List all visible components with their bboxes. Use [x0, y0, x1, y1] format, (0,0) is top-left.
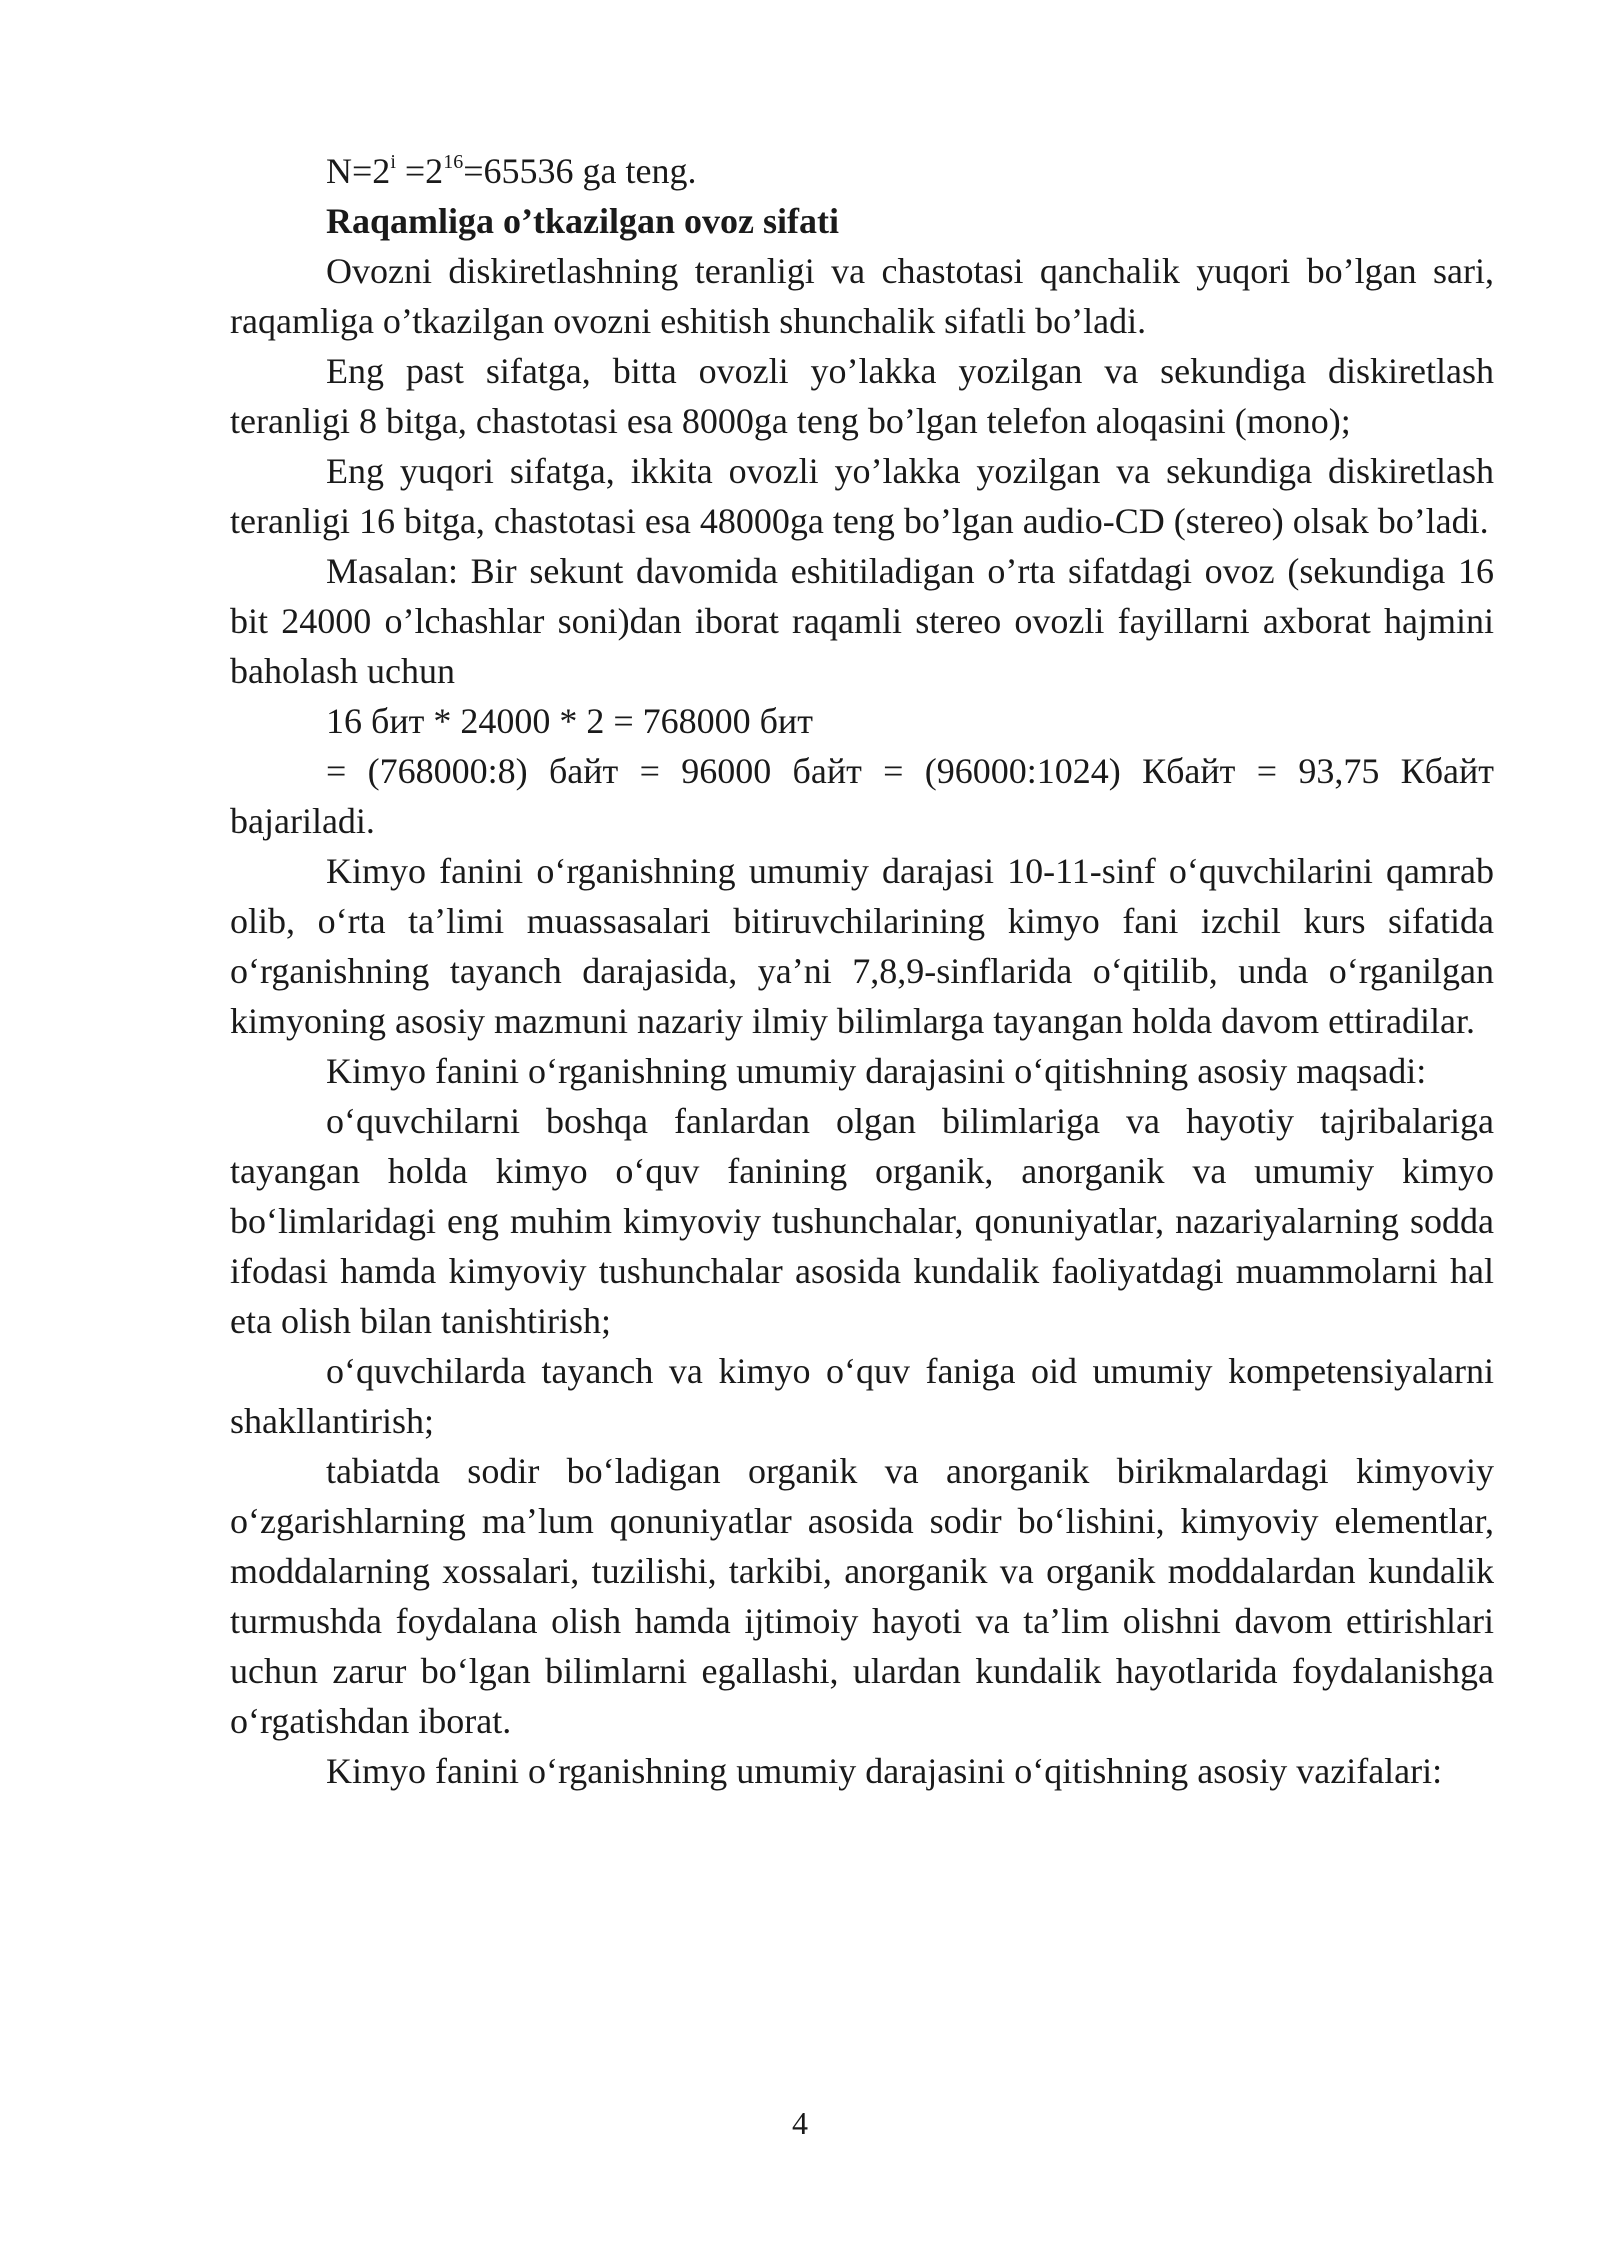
paragraph-8: oʻquvchilarda tayanch va kimyo oʻquv faniga oid umumiy kompetensiyalarni shakllantirish;: [230, 1351, 1494, 1441]
paragraph-5: Kimyo fanini oʻrganishning umumiy darajasi 10-11-sinf oʻquvchilarini qamrab olib, oʻrta taʼlimi muassasalari bitiruvchilarining kimyo fani izchil kurs sifatida oʻrganishning tayanch darajasida, yaʼni 7,8,9-sinflarida oʻqitilib, unda oʻrganilgan kimyoning asosiy mazmuni nazariy ilmiy bilimlarga tayangan holda davom ettiradilar.: [230, 851, 1494, 1041]
paragraph-3: Eng yuqori sifatga, ikkita ovozli yo’lakka yozilgan va sekundiga diskiretlash teranligi 16 bitga, chastotasi esa 48000ga teng bo’lgan audio-CD (stereo) olsak bo’ladi.: [230, 451, 1494, 541]
calculation-line-1: 16 бит * 24000 * 2 = 768000 бит: [326, 701, 813, 741]
document-body: [230, 146, 1494, 1796]
paragraph-10: Kimyo fanini oʻrganishning umumiy darajasini oʻqitishning asosiy vazifalari:: [326, 1751, 1443, 1791]
paragraph-6: Kimyo fanini oʻrganishning umumiy darajasini oʻqitishning asosiy maqsadi:: [326, 1051, 1427, 1091]
formula-exp-16: 16: [443, 151, 464, 173]
paragraph-4: Masalan: Bir sekunt davomida eshitiladigan o’rta sifatdagi ovoz (sekundiga 16 bit 24000 o’lchashlar soni)dan iborat raqamli stereo ovozli fayillarni axborat hajmini baholash uchun: [230, 551, 1494, 691]
formula-n: N=2: [326, 151, 391, 191]
formula-result: =65536 ga teng.: [463, 151, 697, 191]
paragraph-2: Eng past sifatga, bitta ovozli yo’lakka yozilgan va sekundiga diskiretlash teranligi 8 bitga, chastotasi esa 8000ga teng bo’lgan telefon aloqasini (mono);: [230, 351, 1494, 441]
page-number: 4: [792, 2105, 808, 2141]
formula-two: =2: [395, 151, 444, 191]
paragraph-7: oʻquvchilarni boshqa fanlardan olgan bilimlariga va hayotiy tajribalariga tayangan holda kimyo oʻquv fanining organik, anorganik va umumiy kimyo boʻlimlaridagi eng muhim kimyoviy tushunchalar, qonuniyatlar, nazariyalarning sodda ifodasi hamda kimyoviy tushunchalar asosida kundalik faoliyatdagi muammolarni hal eta olish bilan tanishtirish;: [230, 1101, 1494, 1341]
paragraph-1: Ovozni diskiretlashning teranligi va chastotasi qanchalik yuqori bo’lgan sari, raqamliga o’tkazilgan ovozni eshitish shunchalik sifatli bo’ladi.: [230, 251, 1494, 341]
paragraph-9: tabiatda sodir boʻladigan organik va anorganik birikmalardagi kimyoviy oʻzgarishlarning maʼlum qonuniyatlar asosida sodir boʻlishini, kimyoviy elementlar, moddalarning xossalari, tuzilishi, tarkibi, anorganik va organik moddalardan kundalik turmushda foydalana olish hamda ijtimoiy hayoti va taʼlim olishni davom ettirishlari uchun zarur boʻlgan bilimlarni egallashi, ulardan kundalik hayotlarida foydalanishga oʻrgatishdan iborat.: [230, 1451, 1494, 1741]
formula-exp-i: i: [390, 151, 396, 173]
calculation-line-2: = (768000:8) байт = 96000 байт = (96000:1024) Кбайт = 93,75 Кбайт bajariladi.: [230, 751, 1494, 841]
formula-line: [230, 146, 1494, 196]
section-heading: Raqamliga o’tkazilgan ovoz sifati: [326, 201, 839, 241]
